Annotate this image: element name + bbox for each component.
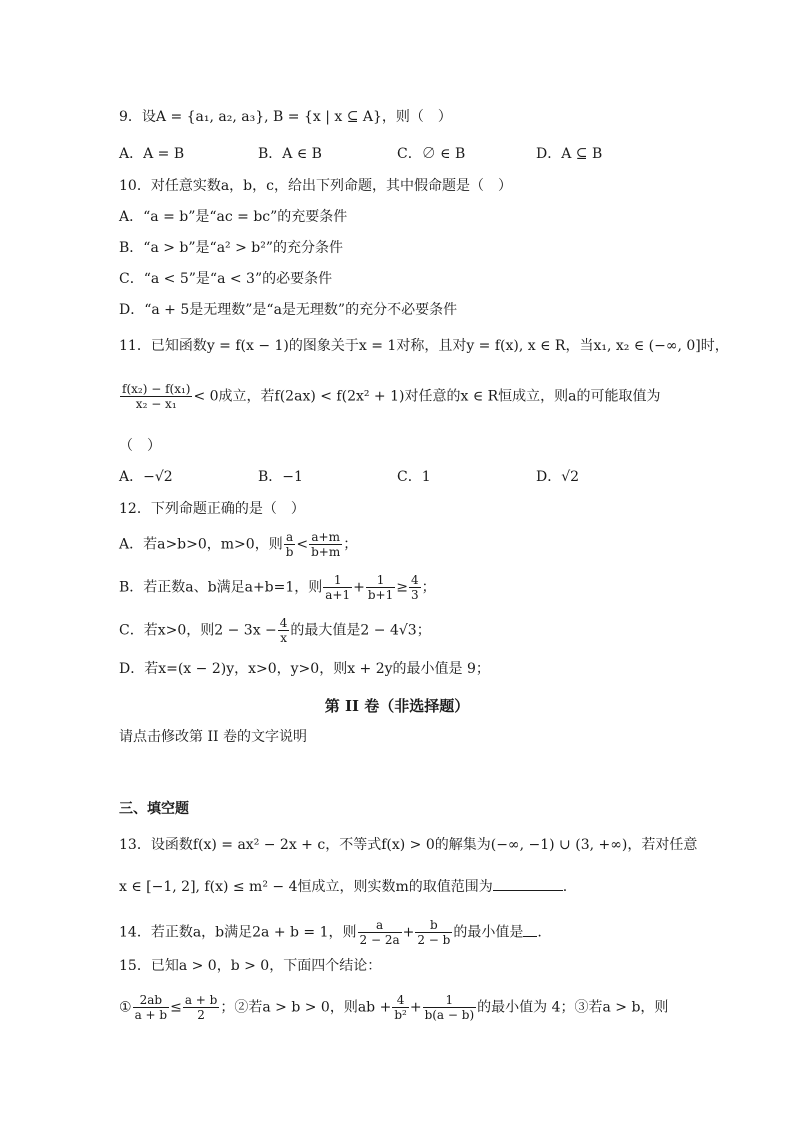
q14-frac2-den: 2 − b [417, 933, 451, 947]
q11-frac-den: x₂ − x₁ [135, 397, 177, 411]
q12-b-frac3-num: 4 [410, 573, 419, 587]
q15-stem: 15．已知a > 0，b > 0，下面四个结论： [119, 958, 382, 974]
q15-frac4-den: b(a − b) [424, 1008, 475, 1022]
q10-option-b: B．“a > b”是“a² > b²”的充分条件 [119, 240, 344, 256]
q10-option-a: A．“a = b”是“ac = bc”的充要条件 [119, 209, 348, 225]
q14-frac1 [358, 918, 402, 947]
q12-option-c [119, 616, 431, 645]
q12-a-mid: < [296, 536, 309, 553]
q12-b-frac1-num: 1 [323, 573, 352, 588]
q10-option-d: D．“a + 5是无理数”是“a是无理数”的充分不必要条件 [119, 302, 458, 318]
q12-b-frac3-den: 3 [410, 588, 419, 602]
q15-frac1-den: a + b [134, 1008, 168, 1022]
q12-a-frac2-den: b+m [311, 545, 341, 559]
q12-a-frac2-num: a+m [309, 530, 342, 545]
q12-option-d: D．若x=(x − 2)y，x>0，y>0，则x + 2y的最小值是 9； [119, 661, 490, 677]
q14-frac1-den: 2 − 2a [359, 933, 400, 947]
q13-line2 [119, 878, 567, 896]
q9-stem: 9．设A = {a₁, a₂, a₃}, B = {x | x ⊆ A}，则（ ） [119, 109, 452, 125]
q12-b-frac1 [323, 573, 352, 602]
q15-line2 [119, 993, 668, 1022]
q12-c-pre: C．若x>0，则2 − 3x − [119, 622, 277, 639]
q15-frac4 [423, 993, 477, 1022]
q9-option-a: A．A = B [119, 146, 185, 162]
q15-frac2 [183, 993, 220, 1022]
q14-pre: 14．若正数a，b满足2a + b = 1，则 [119, 924, 357, 941]
q12-option-b [119, 573, 436, 602]
q12-c-post: 的最大值是2 − 4√3； [290, 622, 431, 639]
q12-b-frac1-den: a+1 [325, 588, 351, 602]
q11-fraction [120, 382, 192, 411]
q12-c-frac-num: 4 [279, 616, 288, 630]
q12-b-frac2 [366, 573, 395, 602]
q15-frac4-num: 1 [423, 993, 477, 1008]
q15-plus: + [409, 999, 422, 1016]
part2-note: 请点击修改第 II 卷的文字说明 [119, 729, 307, 745]
q15-le: ≤ [170, 999, 182, 1016]
q12-a-frac1-num: a [284, 530, 296, 545]
q12-c-frac [278, 616, 290, 645]
q11-option-a: A．−√2 [119, 469, 173, 485]
q12-option-a [119, 530, 357, 559]
part2-title: 第 II 卷（非选择题） [324, 697, 470, 715]
q11-line2 [119, 382, 661, 411]
q12-c-frac-den: x [280, 631, 287, 645]
q14-frac2-num: b [415, 918, 452, 933]
q15-frac3 [392, 993, 409, 1022]
q15-text1: ；②若a > b > 0，则ab + [220, 999, 392, 1016]
section3-title: 三、填空题 [119, 801, 189, 817]
q10-stem: 10．对任意实数a，b，c，给出下列命题，其中假命题是（ ） [119, 178, 512, 194]
q11-line3: （ ） [119, 438, 161, 454]
q12-a-frac1-den: b [285, 545, 294, 559]
q12-b-frac2-den: b+1 [367, 588, 394, 602]
q13-line1: 13．设函数f(x) = ax² − 2x + c，不等式f(x) > 0的解集为(−∞, −1) ∪ (3, +∞)，若对任意 [119, 837, 698, 853]
q11-line1: 11．已知函数y = f(x − 1)的图象关于x = 1对称，且对y = f(x), x ∈ R，当x₁, x₂ ∈ (−∞, 0]时， [119, 338, 729, 354]
q11-frac-num: f(x₂) − f(x₁) [122, 382, 191, 396]
q14-answer-blank[interactable] [523, 924, 537, 937]
q15-frac3-num: 4 [392, 993, 409, 1008]
q14-post: 的最小值是 [453, 924, 524, 941]
q14-frac1-num: a [358, 918, 402, 933]
q9-option-c: C．∅ ∈ B [397, 146, 466, 162]
q12-a-post: ； [343, 536, 358, 553]
q15-frac2-num: a + b [184, 993, 218, 1007]
q15-frac1 [133, 993, 170, 1022]
q12-b-post: ； [421, 579, 436, 596]
q12-a-pre: A．若a>b>0，m>0，则 [119, 536, 283, 553]
q12-stem: 12．下列命题正确的是（ ） [119, 501, 305, 517]
q12-a-frac2 [309, 530, 342, 559]
q15-circle-1: ① [119, 999, 132, 1016]
q13-line2-end: . [562, 879, 568, 895]
q10-option-c: C．“a < 5”是“a < 3”的必要条件 [119, 271, 333, 287]
q11-option-d: D．√2 [536, 469, 580, 485]
q14-line [119, 918, 542, 947]
q12-b-pre: B．若正数a、b满足a+b=1，则 [119, 579, 323, 596]
q11-line2-text: < 0成立，若f(2ax) < f(2x² + 1)对任意的x ∈ R恒成立，则a的可能取值为 [193, 388, 661, 405]
q12-b-ge: ≥ [396, 579, 408, 596]
q9-option-d: D．A ⊆ B [536, 146, 603, 162]
q12-b-mid: + [353, 579, 365, 596]
q12-b-frac2-num: 1 [366, 573, 395, 588]
q12-a-frac1 [284, 530, 296, 559]
q13-line2-text: x ∈ [−1, 2], f(x) ≤ m² − 4恒成立，则实数m的取值范围为 [119, 879, 493, 895]
q14-mid: + [402, 924, 415, 941]
q15-frac2-den: 2 [197, 1008, 205, 1022]
q11-option-b: B．−1 [258, 469, 303, 485]
q9-option-b: B．A ∈ B [258, 146, 322, 162]
q14-frac2 [415, 918, 452, 947]
q15-text2: 的最小值为 4；③若a > b，则 [477, 999, 669, 1016]
q11-option-c: C．1 [397, 469, 431, 485]
q12-b-frac3 [409, 573, 421, 602]
q15-frac3-den: b² [394, 1008, 407, 1022]
q15-frac1-num: 2ab [133, 993, 170, 1008]
q14-end: . [537, 924, 542, 941]
q13-answer-blank[interactable] [493, 878, 563, 891]
